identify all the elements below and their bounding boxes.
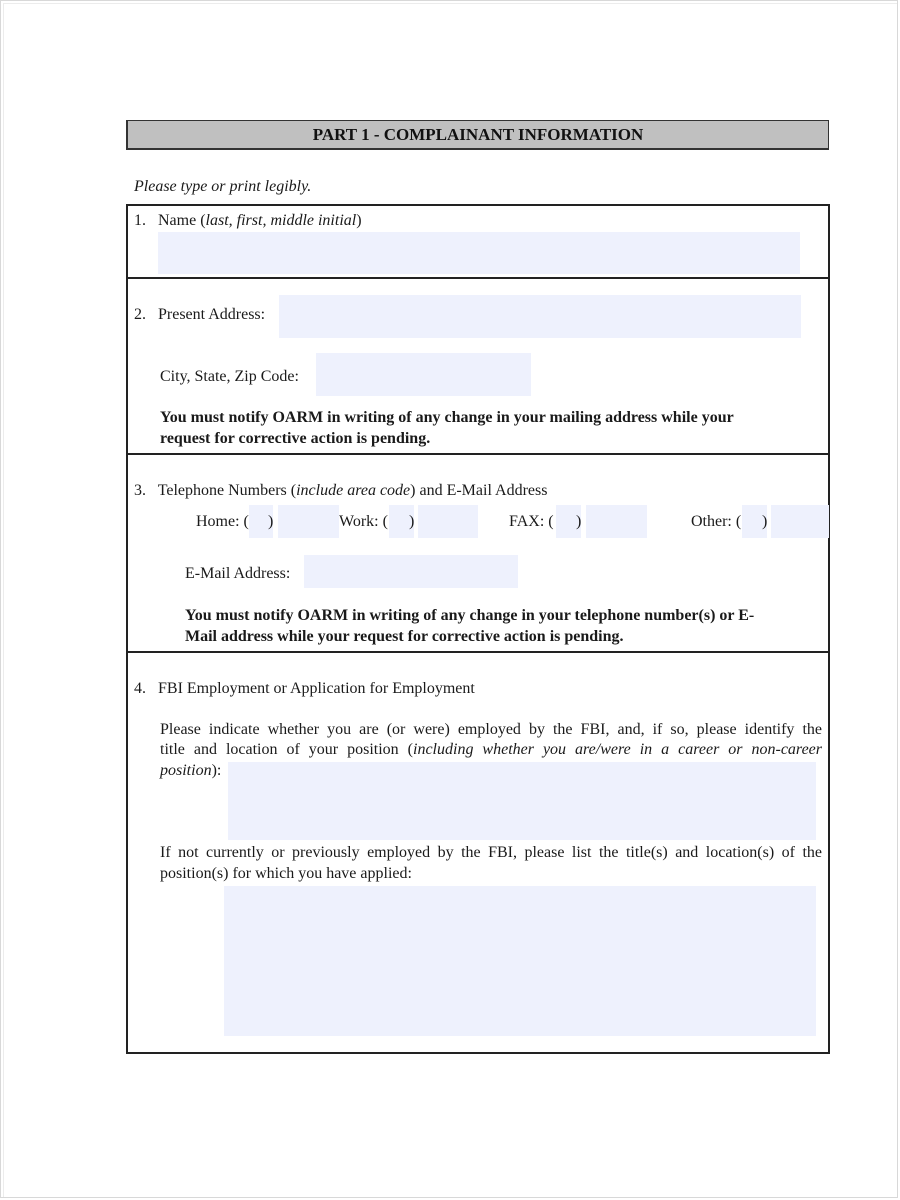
email-input[interactable] bbox=[304, 555, 518, 588]
section-divider bbox=[126, 453, 830, 455]
address-notice-line-2: request for corrective action is pending. bbox=[160, 430, 431, 447]
name-input[interactable] bbox=[158, 232, 800, 274]
section-divider bbox=[126, 277, 830, 279]
other-phone-label: Other: ( bbox=[691, 513, 742, 530]
other-paren-close: ) bbox=[762, 513, 768, 530]
fbi-position-textarea[interactable] bbox=[228, 762, 816, 840]
fax-paren-close: ) bbox=[576, 513, 582, 530]
section-3-label: 3. Telephone Numbers (include area code) and E-Mail Address bbox=[134, 482, 548, 499]
home-paren-close: ) bbox=[268, 513, 274, 530]
section-number: 3. bbox=[134, 482, 146, 499]
employment-instruction-line-3: position): bbox=[160, 762, 222, 779]
applied-positions-textarea[interactable] bbox=[224, 886, 816, 1036]
employment-instruction-line-1: Please indicate whether you are (or were) employed by the FBI, and, if so, please identify the bbox=[160, 721, 822, 738]
applied-instruction-line-2: position(s) for which you have applied: bbox=[160, 865, 412, 882]
section-4-label: 4. FBI Employment or Application for Employment bbox=[134, 680, 475, 697]
work-paren-close: ) bbox=[409, 513, 415, 530]
address-notice-line-1: You must notify OARM in writing of any change in your mailing address while your bbox=[160, 409, 734, 426]
fax-label: FAX: ( bbox=[509, 513, 554, 530]
section-number: 2. bbox=[134, 306, 146, 323]
work-phone-label: Work: ( bbox=[339, 513, 388, 530]
city-state-zip-input[interactable] bbox=[316, 353, 531, 396]
work-phone-input[interactable] bbox=[418, 505, 478, 538]
home-phone-input[interactable] bbox=[278, 505, 339, 538]
city-state-zip-label: City, State, Zip Code: bbox=[160, 368, 299, 385]
applied-instruction-line-1: If not currently or previously employed by the FBI, please list the title(s) and location(s) of the bbox=[160, 844, 822, 861]
other-phone-input[interactable] bbox=[771, 505, 829, 538]
section-divider bbox=[126, 651, 830, 653]
section-2-label: 2. Present Address: bbox=[134, 306, 266, 323]
phone-notice-line-1: You must notify OARM in writing of any change in your telephone number(s) or E- bbox=[185, 607, 755, 624]
home-phone-label: Home: ( bbox=[196, 513, 249, 530]
part-header bbox=[126, 120, 829, 150]
phone-notice-line-2: Mail address while your request for corrective action is pending. bbox=[185, 628, 624, 645]
email-label: E-Mail Address: bbox=[185, 565, 291, 582]
section-number: 1. bbox=[134, 212, 146, 229]
fax-number-input[interactable] bbox=[586, 505, 647, 538]
section-number: 4. bbox=[134, 680, 146, 697]
present-address-input[interactable] bbox=[279, 295, 801, 338]
instruction-text: Please type or print legibly. bbox=[134, 178, 312, 195]
part-title: PART 1 - COMPLAINANT INFORMATION bbox=[312, 124, 644, 144]
employment-instruction-line-2: title and location of your position (including whether you are/were in a career or non-career bbox=[160, 741, 822, 758]
section-1-label: 1. Name (last, first, middle initial) bbox=[134, 212, 362, 229]
